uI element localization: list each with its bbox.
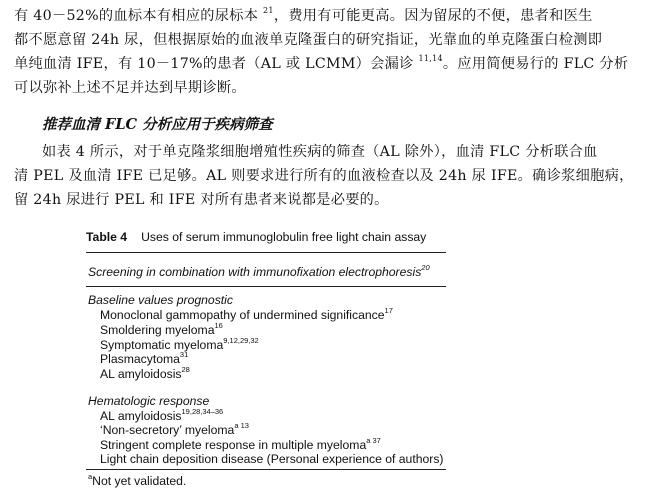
paragraph-1-line-1: 有 40－52%的血标本有相应的尿标本 $^{21}$，费用有可能更高。因为留尿的不便，患者和医生 xyxy=(14,6,593,24)
citation: 19,28,34–36 xyxy=(181,407,224,416)
section-heading: 推荐血清 FLC 分析应用于疾病筛查 xyxy=(42,116,273,133)
paragraph-1-line-4: 可以弥补上述不足并达到早期诊断。 xyxy=(14,80,246,96)
paragraph-1-line-3: 单纯血清 IFE，有 10－17%的患者（AL 或 LCMM）会漏诊 $^{11,14}$。应用简便易行的 FLC 分析 xyxy=(14,54,629,72)
table-row: Stringent complete response in multiple myeloma$^{a 37}$ xyxy=(100,436,381,452)
hematologic-header: Hematologic response xyxy=(88,394,210,408)
table-screening-row: Screening in combination with immunofixation electrophoresis$^{20}$ xyxy=(88,263,430,279)
citation: 21 xyxy=(263,6,274,15)
table-row: ‘Non-secretory’ myeloma$^{a 13}$ xyxy=(100,421,249,437)
table-caption: Uses of serum immunoglobulin free light chain assay xyxy=(141,230,427,244)
table-divider-rule xyxy=(86,286,446,287)
citation: 17 xyxy=(384,306,393,315)
paragraph-2-line-2: 清 PEL 及血清 IFE 已足够。AL 则要求进行所有的血液检查以及 24h 尿 IFE。确诊浆细胞病， xyxy=(14,168,634,184)
citation: 20 xyxy=(421,263,430,272)
paragraph-2-line-3: 留 24h 尿进行 PEL 和 IFE 对所有患者来说都是必要的。 xyxy=(14,192,389,208)
citation: 16 xyxy=(214,321,223,330)
table-title xyxy=(86,230,426,244)
citation: a 37 xyxy=(366,436,381,445)
citation: 9,12,29,32 xyxy=(223,336,259,345)
paragraph-1-line-2: 都不愿意留 24h 尿，但根据原始的血液单克隆蛋白的研究指证，光靠血的单克隆蛋白检测即 xyxy=(14,32,603,48)
table-row: AL amyloidosis$^{28}$ xyxy=(100,365,190,381)
baseline-header: Baseline values prognostic xyxy=(88,293,233,307)
paragraph-2-line-1: 如表 4 所示，对于单克隆浆细胞增殖性疾病的筛查（AL 除外），血清 FLC 分析联合血 xyxy=(42,144,598,160)
table-top-rule xyxy=(86,252,446,253)
table-footnote: $^a$Not yet validated. xyxy=(88,472,187,488)
table-row: Symptomatic myeloma$^{9,12,29,32}$ xyxy=(100,336,259,352)
citation: 28 xyxy=(181,365,190,374)
footnote-mark: a xyxy=(88,472,93,481)
citation: 11,14 xyxy=(418,54,443,63)
table-bottom-rule xyxy=(86,469,446,470)
table-label: Table 4 xyxy=(86,230,128,244)
paragraph-1 xyxy=(14,4,650,100)
table-row: AL amyloidosis$^{19,28,34-36}$ xyxy=(100,407,224,423)
citation: a 13 xyxy=(234,421,249,430)
table-row: Plasmacytoma$^{31}$ xyxy=(100,350,189,366)
table-row: Smoldering myeloma$^{16}$ xyxy=(100,321,223,337)
citation: 31 xyxy=(179,350,189,359)
table-row: Light chain deposition disease (Personal experience of authors) xyxy=(100,452,444,466)
table-row: Monoclonal gammopathy of undermined significance$^{17}$ xyxy=(100,306,393,322)
paragraph-2 xyxy=(14,140,650,212)
